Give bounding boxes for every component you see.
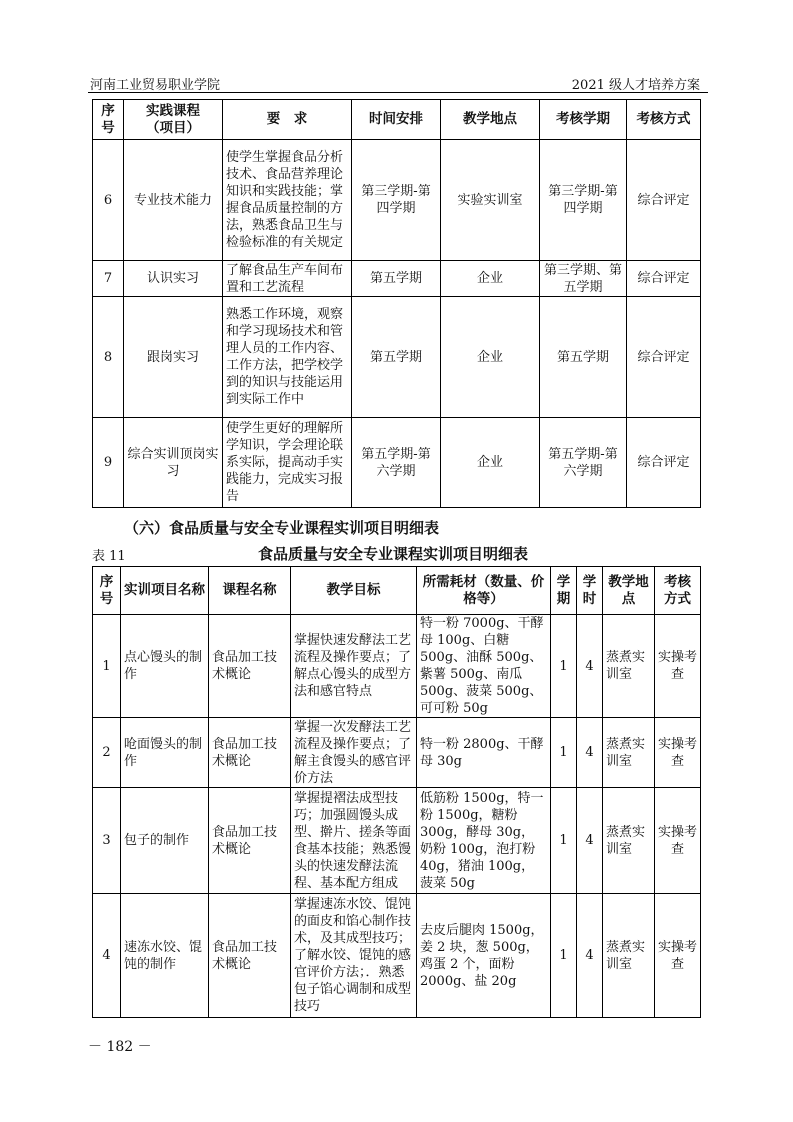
table-row (93, 718, 701, 788)
table2-header-goal: 教学目标 (291, 567, 417, 615)
table-number: 表 11 (92, 549, 126, 564)
row-no: 3 (93, 788, 121, 894)
table-row (93, 894, 701, 1018)
header-divider (88, 92, 708, 93)
row-no: 1 (93, 615, 121, 718)
row-requirement: 熟悉工作环境，观察和学习现场技术和管理人员的工作内容、工作方法，把学校学到的知识与技能运用到实际工作中 (223, 297, 352, 418)
row-method: 综合评定 (627, 297, 701, 418)
header-school-name: 河南工业贸易职业学院 (90, 78, 221, 93)
table2-header-term: 学期 (551, 567, 577, 615)
row-hours: 4 (577, 788, 603, 894)
row-term: 第三学期-第四学期 (540, 140, 627, 261)
practice-course-table (92, 99, 701, 508)
row-course-name: 食品加工技术概论 (209, 718, 291, 788)
row-method: 综合评定 (627, 261, 701, 297)
row-place: 企业 (441, 261, 540, 297)
row-method: 综合评定 (627, 140, 701, 261)
row-course-name: 食品加工技术概论 (209, 615, 291, 718)
row-no: 2 (93, 718, 121, 788)
row-term: 1 (551, 788, 577, 894)
row-goal: 掌握一次发酵法工艺流程及操作要点；了解主食馒头的感官评价方法 (291, 718, 417, 788)
row-hours: 4 (577, 894, 603, 1018)
row-time: 第五学期 (352, 261, 441, 297)
row-material: 去皮后腿肉 1500g，姜 2 块，葱 500g，鸡蛋 2 个，面粉 2000g、盐 20g (417, 894, 551, 1018)
row-course: 跟岗实习 (124, 297, 223, 418)
row-project-name: 包子的制作 (121, 788, 209, 894)
row-place: 企业 (441, 418, 540, 508)
table-row (93, 297, 701, 418)
table2-header-assess: 考核方式 (655, 567, 701, 615)
table1-header-place: 教学地点 (441, 100, 540, 140)
row-place: 实验实训室 (441, 140, 540, 261)
row-term: 1 (551, 894, 577, 1018)
row-project-name: 点心馒头的制作 (121, 615, 209, 718)
row-goal: 掌握提褶法成型技巧；加强圆馒头成型、擀片、搓条等面食基本技能；熟悉馒头的快速发酵法流程、基本配方组成 (291, 788, 417, 894)
row-term: 1 (551, 615, 577, 718)
row-place: 企业 (441, 297, 540, 418)
table-row (93, 140, 701, 261)
table2-header-row (93, 567, 701, 615)
row-material: 低筋粉 1500g，特一粉 1500g，糖粉 300g，酵母 30g，奶粉 100g，泡打粉 40g，猪油 100g，菠菜 50g (417, 788, 551, 894)
row-place: 蒸煮实训室 (603, 894, 655, 1018)
row-time: 第三学期-第四学期 (352, 140, 441, 261)
row-requirement: 了解食品生产车间布置和工艺流程 (223, 261, 352, 297)
header-plan-title: 2021 级人才培养方案 (571, 78, 700, 93)
table1-header-time: 时间安排 (352, 100, 441, 140)
row-hours: 4 (577, 718, 603, 788)
table-row (93, 418, 701, 508)
table2-header-no: 序号 (93, 567, 121, 615)
row-course: 专业技术能力 (124, 140, 223, 261)
row-place: 蒸煮实训室 (603, 615, 655, 718)
table1-header-no: 序 号 (93, 100, 124, 140)
row-time: 第五学期 (352, 297, 441, 418)
row-hours: 4 (577, 615, 603, 718)
training-project-table (92, 566, 701, 1018)
row-assess: 实操考查 (655, 788, 701, 894)
row-assess: 实操考查 (655, 894, 701, 1018)
table1-header-method: 考核方式 (627, 100, 701, 140)
row-term: 第五学期-第六学期 (540, 418, 627, 508)
row-no: 6 (93, 140, 124, 261)
row-assess: 实操考查 (655, 615, 701, 718)
row-place: 蒸煮实训室 (603, 788, 655, 894)
row-term: 1 (551, 718, 577, 788)
row-requirement: 使学生更好的理解所学知识，学会理论联系实际，提高动手实践能力，完成实习报告 (223, 418, 352, 508)
table-row (93, 788, 701, 894)
table1-header-term: 考核学期 (540, 100, 627, 140)
row-term: 第三学期、第五学期 (540, 261, 627, 297)
row-goal: 掌握快速发酵法工艺流程及操作要点；了解点心馒头的成型方法和感官特点 (291, 615, 417, 718)
table1-header-row (93, 100, 701, 140)
row-course: 认识实习 (124, 261, 223, 297)
table2-header-material: 所需耗材（数量、价格等） (417, 567, 551, 615)
row-place: 蒸煮实训室 (603, 718, 655, 788)
row-course-name: 食品加工技术概论 (209, 894, 291, 1018)
row-no: 4 (93, 894, 121, 1018)
row-no: 7 (93, 261, 124, 297)
table2-header-place: 教学地点 (603, 567, 655, 615)
row-course: 综合实训顶岗实习 (124, 418, 223, 508)
page-number: － 182 － (88, 1039, 152, 1055)
row-time: 第五学期-第六学期 (352, 418, 441, 508)
table2-header-course: 课程名称 (209, 567, 291, 615)
row-project-name: 呛面馒头的制作 (121, 718, 209, 788)
row-method: 综合评定 (627, 418, 701, 508)
section-title: （六）食品质量与安全专业课程实训项目明细表 (124, 519, 440, 537)
table-row (93, 261, 701, 297)
table1-header-course: 实践课程 （项目） (124, 100, 223, 140)
row-project-name: 速冻水饺、馄饨的制作 (121, 894, 209, 1018)
table2-header-hours: 学时 (577, 567, 603, 615)
row-goal: 掌握速冻水饺、馄饨的面皮和馅心制作技术，及其成型技巧；了解水饺、馄饨的感官评价方法；．熟悉包子馅心调制和成型技巧 (291, 894, 417, 1018)
row-no: 8 (93, 297, 124, 418)
row-material: 特一粉 7000g、干酵母 100g、白糖 500g、油酥 500g、紫薯 500g、南瓜 500g、菠菜 500g、可可粉 50g (417, 615, 551, 718)
row-assess: 实操考查 (655, 718, 701, 788)
table-caption: 食品质量与安全专业课程实训项目明细表 (258, 545, 529, 563)
row-no: 9 (93, 418, 124, 508)
row-material: 特一粉 2800g、干酵母 30g (417, 718, 551, 788)
table-row (93, 615, 701, 718)
row-course-name: 食品加工技术概论 (209, 788, 291, 894)
row-term: 第五学期 (540, 297, 627, 418)
row-requirement: 使学生掌握食品分析技术、食品营养理论知识和实践技能；掌握食品质量控制的方法，熟悉食品卫生与检验标准的有关规定 (223, 140, 352, 261)
table2-header-name: 实训项目名称 (121, 567, 209, 615)
table1-header-req: 要 求 (223, 100, 352, 140)
